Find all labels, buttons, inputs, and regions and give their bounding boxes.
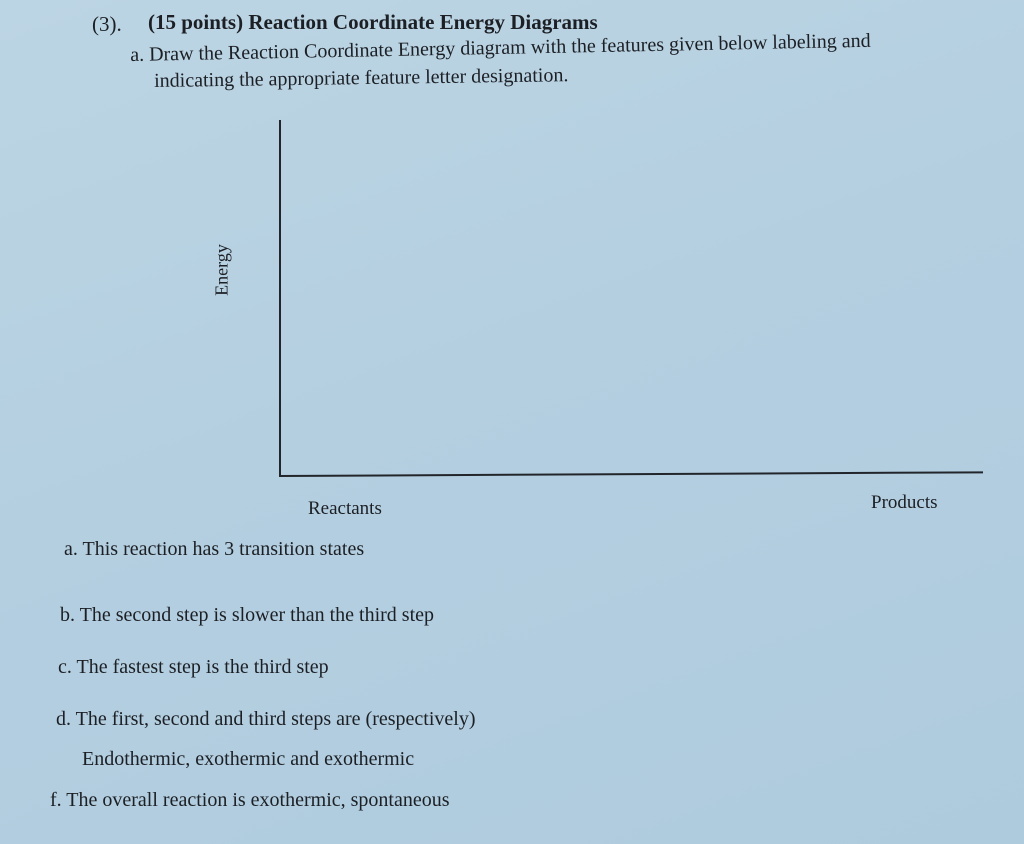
question-number: (3). — [92, 12, 122, 36]
feature-f: f. The overall reaction is exothermic, spontaneous — [50, 789, 450, 811]
energy-axis-label: Energy — [211, 244, 232, 296]
feature-d: d. The first, second and third steps are (respectively) — [56, 708, 476, 730]
feature-d-continued: Endothermic, exothermic and exothermic — [82, 748, 415, 770]
feature-a: a. This reaction has 3 transition states — [64, 538, 365, 560]
instruction-line-1: a. Draw the Reaction Coordinate Energy diagram with the features given below labeling and — [130, 29, 871, 66]
reactants-label: Reactants — [308, 498, 382, 519]
products-label: Products — [871, 492, 938, 513]
energy-axis-line — [279, 120, 281, 477]
instruction-line-2: indicating the appropriate feature letter designation. — [154, 64, 569, 92]
feature-b: b. The second step is slower than the third step — [60, 604, 435, 626]
reaction-coordinate-axis-line — [279, 471, 983, 477]
feature-c: c. The fastest step is the third step — [58, 656, 329, 678]
question-title: (15 points) Reaction Coordinate Energy Diagrams — [148, 10, 598, 34]
